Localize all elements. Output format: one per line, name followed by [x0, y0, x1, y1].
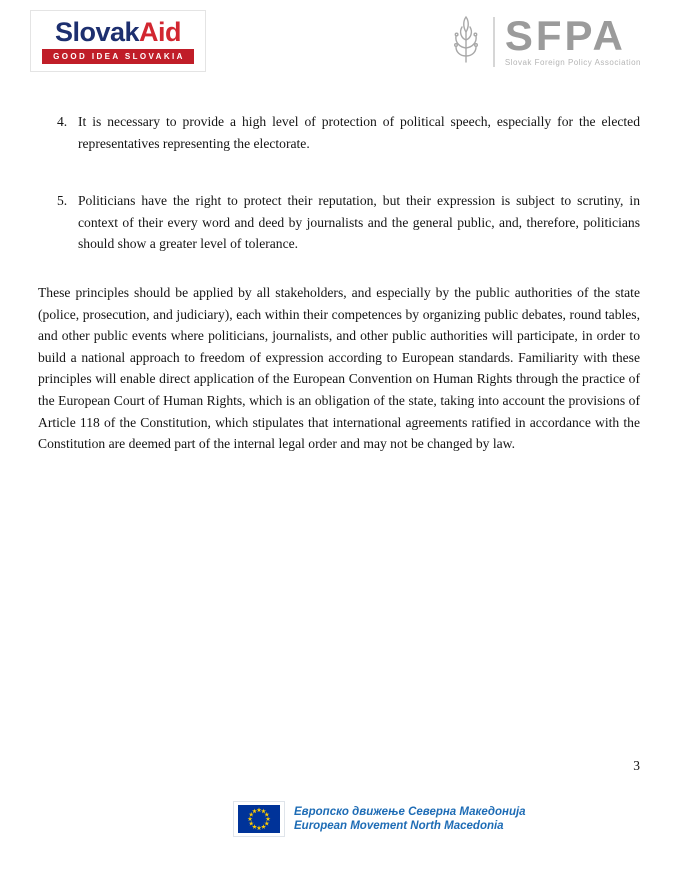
sfpa-full-name: Slovak Foreign Policy Association [504, 58, 641, 68]
list-item-number: 5. [57, 193, 68, 209]
body-paragraph: These principles should be applied by all stakeholders, and especially by the public authorities of the state (police, prosecution, and judiciary), each within their competences by organizing public debates, round tables, and other public events where politicians, journalists, and other public authorities will participate, in order to build a national approach to freedom of expression according to European standards. Familiarity with these principles will enable direct application of the European Convention on Human Rights through the practice of the European Court of Human Rights, which is an obligation of the state, taking into account the provisions of Article 118 of the Constitution, which stipulates that international agreements ratified in accordance with the Constitution are deemed part of the internal legal order and may not be changed by law. [38, 284, 640, 452]
movement-text [294, 805, 526, 834]
sfpa-logo-divider [493, 17, 495, 67]
eu-flag-icon [233, 801, 285, 837]
list-item-text: It is necessary to provide a high level of protection of political speech, especially for the elected representatives representing the electorate. [78, 114, 640, 151]
european-movement-logo [233, 801, 526, 837]
slovakaid-tagline-banner: GOOD IDEA SLOVAKIA [42, 49, 194, 64]
page-number: 3 [633, 758, 640, 773]
list-item-number: 4. [57, 114, 68, 129]
list-item [57, 111, 640, 154]
page-header [30, 10, 647, 82]
sfpa-acronym: SFPA [504, 11, 626, 59]
slovakaid-wordmark [54, 16, 182, 47]
slovakaid-wordmark-slovak: Slovak [54, 16, 140, 47]
movement-name-english: European Movement North Macedonia [294, 820, 504, 832]
sfpa-textblock [504, 11, 641, 68]
sfpa-logo [449, 11, 641, 69]
linden-tree-ornament-icon [449, 14, 483, 69]
slovakaid-wordmark-aid: Aid [139, 16, 182, 47]
movement-name-macedonian: Европско движење Северна Македонија [294, 805, 526, 818]
numbered-list [57, 111, 640, 255]
slovakaid-logo [30, 10, 206, 72]
list-item-text: Politicians have the right to protect their reputation, but their expression is subject to scrutiny, in context of their every word and deed by journalists and the general public, and, therefore, politicians should show a greater level of tolerance. [78, 193, 640, 252]
document-body [38, 111, 640, 455]
list-item [57, 190, 640, 255]
